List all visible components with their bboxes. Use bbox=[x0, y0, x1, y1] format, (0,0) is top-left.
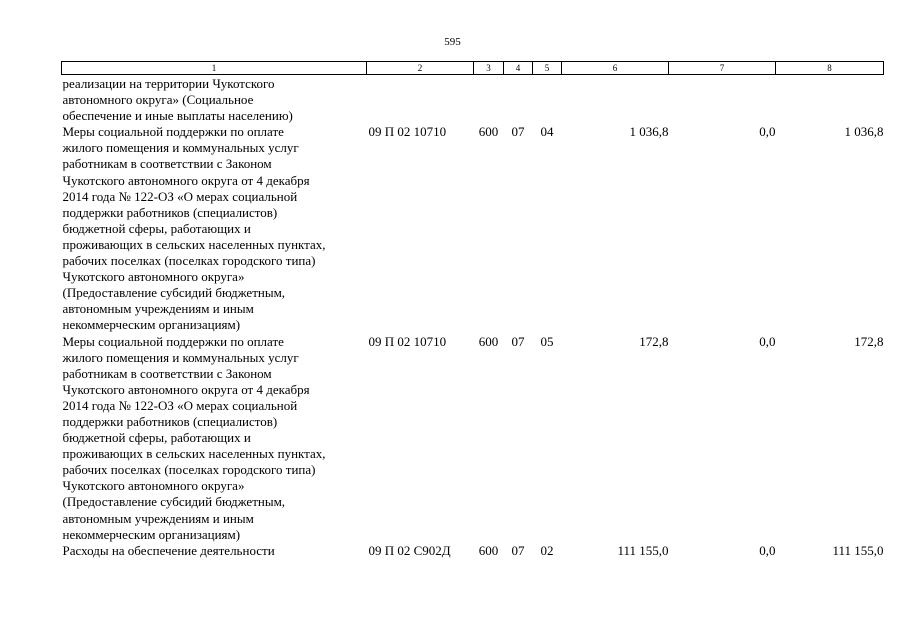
description-line: Меры социальной поддержки по оплате bbox=[62, 124, 284, 140]
row-description bbox=[62, 543, 367, 559]
description-line: автономным учреждениям и иным bbox=[62, 301, 254, 317]
amount-col7-cell: 0,0 bbox=[759, 333, 776, 349]
description-line: (Предоставление субсидий бюджетным, bbox=[62, 285, 286, 301]
description-line: рабочих поселках (поселках городского типа) bbox=[62, 462, 316, 478]
description-line: 2014 года № 122-ОЗ «О мерах социальной bbox=[62, 397, 298, 413]
page-number: 595 bbox=[444, 36, 461, 48]
description-line: Чукотского автономного округа от 4 декабря bbox=[62, 172, 310, 188]
description-line: жилого помещения и коммунальных услуг bbox=[62, 349, 299, 365]
row-description bbox=[62, 334, 367, 543]
amount-col6-cell: 1 036,8 bbox=[629, 124, 669, 140]
description-line: некоммерческим организациям) bbox=[62, 317, 241, 333]
column-number-7: 7 bbox=[669, 62, 776, 75]
column-number-8: 8 bbox=[776, 62, 884, 75]
expense-type-cell: 600 bbox=[478, 333, 499, 349]
section-cell: 07 bbox=[511, 333, 525, 349]
subsection-cell: 05 bbox=[540, 333, 554, 349]
column-number-5: 5 bbox=[533, 62, 562, 75]
column-number-6: 6 bbox=[562, 62, 669, 75]
description-line: поддержки работников (специалистов) bbox=[62, 413, 278, 429]
description-line: автономного округа» (Социальное bbox=[62, 92, 254, 108]
description-line: поддержки работников (специалистов) bbox=[62, 204, 278, 220]
table-row bbox=[62, 334, 884, 543]
description-line: Расходы на обеспечение деятельности bbox=[62, 542, 275, 558]
description-line: Меры социальной поддержки по оплате bbox=[62, 333, 284, 349]
description-line: проживающих в сельских населенных пунктах, bbox=[62, 446, 326, 462]
amount-col8-cell: 111 155,0 bbox=[832, 542, 884, 558]
description-line: автономным учреждениям и иным bbox=[62, 510, 254, 526]
subsection-cell: 02 bbox=[540, 542, 554, 558]
description-line: обеспечение и иные выплаты населению) bbox=[62, 108, 293, 124]
column-number-header-row bbox=[62, 62, 884, 75]
description-line: рабочих поселках (поселках городского типа) bbox=[62, 253, 316, 269]
continuation-description bbox=[62, 75, 367, 125]
description-line: 2014 года № 122-ОЗ «О мерах социальной bbox=[62, 188, 298, 204]
description-line: Чукотского автономного округа» bbox=[62, 269, 245, 285]
description-line: работникам в соответствии с Законом bbox=[62, 156, 272, 172]
description-line: Чукотского автономного округа от 4 декабря bbox=[62, 381, 310, 397]
amount-col8-cell: 1 036,8 bbox=[844, 124, 884, 140]
target-code-cell: 09 П 02 С902Д bbox=[368, 542, 451, 558]
column-number-2: 2 bbox=[367, 62, 474, 75]
column-number-3: 3 bbox=[474, 62, 504, 75]
amount-col7-cell: 0,0 bbox=[759, 124, 776, 140]
section-cell: 07 bbox=[511, 124, 525, 140]
table-row bbox=[62, 543, 884, 559]
table-row bbox=[62, 124, 884, 333]
description-line: жилого помещения и коммунальных услуг bbox=[62, 140, 299, 156]
description-line: работникам в соответствии с Законом bbox=[62, 365, 272, 381]
amount-col6-cell: 111 155,0 bbox=[617, 542, 669, 558]
budget-table bbox=[61, 61, 884, 559]
subsection-cell: 04 bbox=[540, 124, 554, 140]
description-line: реализации на территории Чукотского bbox=[62, 76, 275, 91]
description-line: Чукотского автономного округа» bbox=[62, 478, 245, 494]
expense-type-cell: 600 bbox=[478, 542, 499, 558]
description-line: некоммерческим организациям) bbox=[62, 526, 241, 542]
column-number-4: 4 bbox=[504, 62, 533, 75]
section-cell: 07 bbox=[511, 542, 525, 558]
amount-col7-cell: 0,0 bbox=[759, 542, 776, 558]
target-code-cell: 09 П 02 10710 bbox=[368, 124, 447, 140]
description-line: бюджетной сферы, работающих и bbox=[62, 220, 251, 236]
description-line: (Предоставление субсидий бюджетным, bbox=[62, 494, 286, 510]
amount-col6-cell: 172,8 bbox=[639, 333, 669, 349]
continuation-row bbox=[62, 75, 884, 125]
target-code-cell: 09 П 02 10710 bbox=[368, 333, 447, 349]
column-number-1: 1 bbox=[62, 62, 367, 75]
expense-type-cell: 600 bbox=[478, 124, 499, 140]
row-description bbox=[62, 124, 367, 333]
description-line: бюджетной сферы, работающих и bbox=[62, 430, 251, 446]
amount-col8-cell: 172,8 bbox=[854, 333, 884, 349]
description-line: проживающих в сельских населенных пунктах, bbox=[62, 236, 326, 252]
